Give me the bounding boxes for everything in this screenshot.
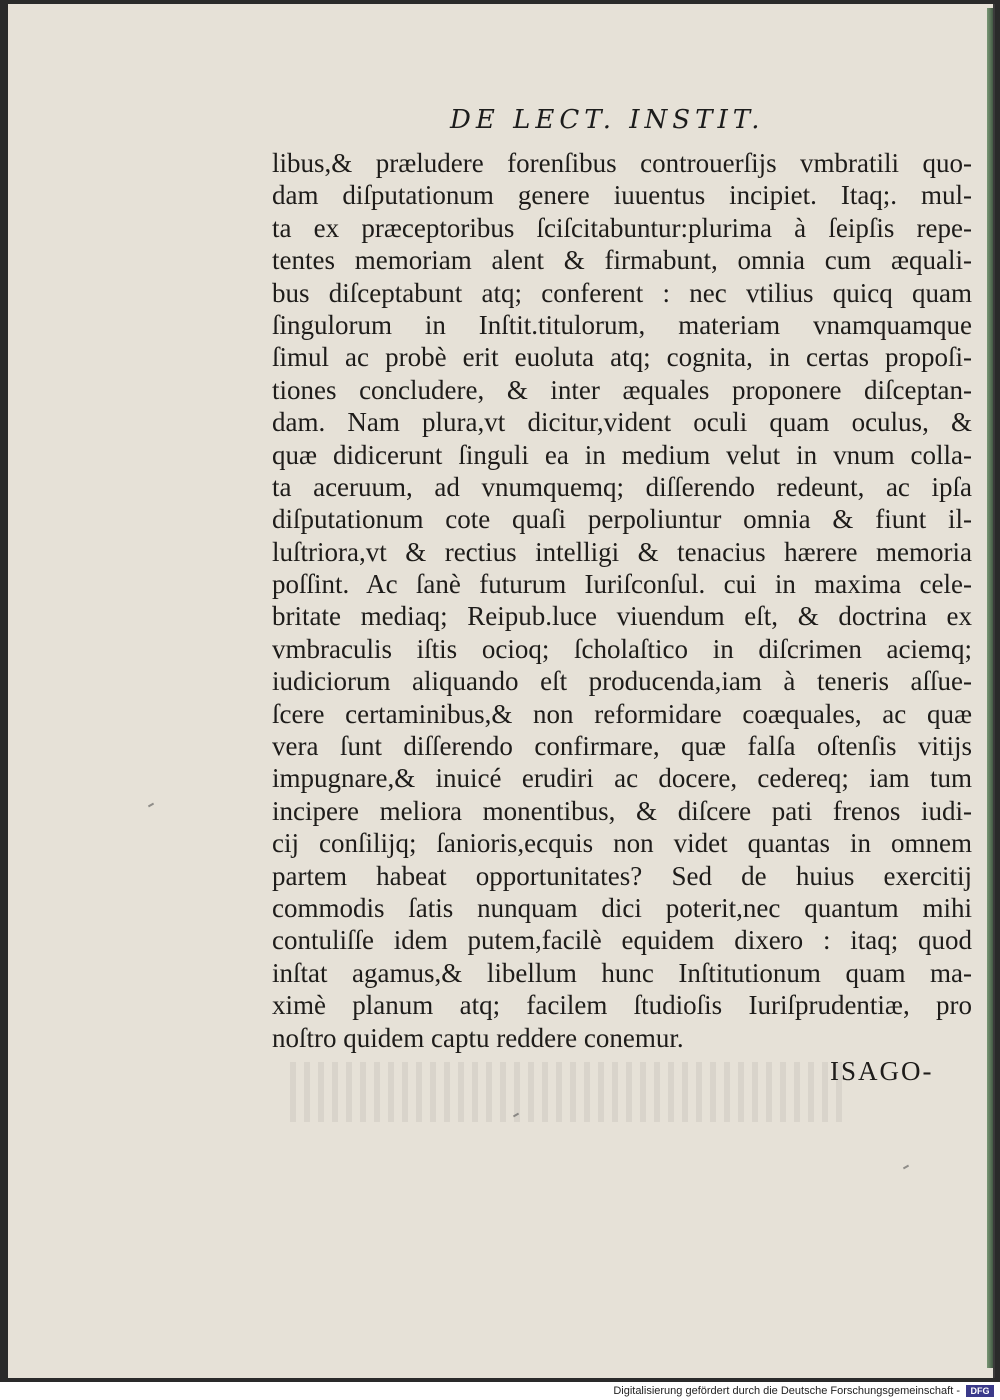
text-line: diſputationum cote quaſi perpoliuntur omnia & fiunt il-	[272, 504, 972, 535]
body-text	[272, 147, 972, 1054]
show-through-bleed	[290, 1062, 850, 1122]
text-line: inſtat agamus,& libellum hunc Inſtitutionum quam ma-	[272, 957, 972, 988]
dfg-logo: DFG	[966, 1385, 994, 1397]
text-line: vmbraculis iſtis ocioq; ſcholaſtico in diſcrimen aciemq;	[272, 633, 972, 664]
text-line: britate mediaq; Reipub.luce viuendum eſt, & doctrina ex	[272, 601, 972, 632]
text-line: ſimul ac probè erit euoluta atq; cognita, in certas propoſi-	[272, 342, 972, 373]
text-line: commodis ſatis nunquam dici poterit,nec quantum mihi	[272, 892, 972, 923]
text-line: libus,& prӕludere forenſibus controuerſijs vmbratili quo-	[272, 148, 972, 178]
text-line: vera ſunt diſſerendo confirmare, quӕ falſa oſtenſis vitijs	[272, 731, 972, 762]
text-line: tiones concludere, & inter ӕquales proponere diſceptan-	[272, 374, 972, 405]
text-line: partem habeat opportunitates? Sed de huius exercitij	[272, 860, 972, 891]
text-line: dam. Nam plura,vt dicitur,vident oculi quam oculus, &	[272, 407, 972, 438]
text-line: luſtriora,vt & rectius intelligi & tenacius hӕrere memoria	[272, 536, 972, 567]
text-line: noſtro quidem captu reddere conemur.	[272, 1022, 684, 1053]
catchword: ISAGO-	[830, 1056, 934, 1086]
page-gutter-edge	[987, 8, 993, 1368]
running-header: DE LECT. INSTIT.	[450, 105, 765, 135]
text-line: iudiciorum aliquando eſt producenda,iam à teneris aſſue-	[272, 666, 972, 697]
text-line: ta ex prӕceptoribus ſciſcitabuntur:plurima à ſeipſis repe-	[272, 212, 972, 243]
text-line: bus diſceptabunt atq; conferent : nec vtilius quicq quam	[272, 277, 972, 308]
text-line: incipere meliora monentibus, & diſcere pati frenos iudi-	[272, 795, 972, 826]
funding-credit: Digitalisierung gefördert durch die Deutsche Forschungsgemeinschaft -	[613, 1385, 960, 1397]
text-line: tentes memoriam alent & firmabunt, omnia cum ӕquali-	[272, 245, 972, 276]
footer-bar	[0, 1382, 1000, 1400]
text-line: cij conſilijq; ſanioris,ecquis non videt quantas in omnem	[272, 828, 972, 859]
text-line: quӕ didicerunt ſinguli ea in medium velut in vnum colla-	[272, 439, 972, 470]
text-line: impugnare,& inuicé erudiri ac docere, cedereq; iam tum	[272, 763, 972, 794]
text-line: ximè planum atq; facilem ſtudioſis Iuriſprudentiӕ, pro	[272, 990, 972, 1021]
text-line: ſingulorum in Inſtit.titulorum, materiam vnamquamque	[272, 309, 972, 340]
text-line: contuliſſe idem putem,facilè equidem dixero : itaq; quod	[272, 925, 972, 956]
text-line: poſſint. Ac ſanè futurum Iuriſconſul. cui in maxima cele-	[272, 569, 972, 600]
text-line: ta aceruum, ad vnumquemq; diſſerendo redeunt, ac ipſa	[272, 471, 972, 502]
ink-speck	[148, 803, 154, 808]
ink-speck	[903, 1165, 909, 1170]
text-line: dam diſputationum genere iuuentus incipiet. Itaq;. mul-	[272, 180, 972, 211]
text-line: ſcere certaminibus,& non reformidare coӕquales, ac quӕ	[272, 698, 972, 729]
